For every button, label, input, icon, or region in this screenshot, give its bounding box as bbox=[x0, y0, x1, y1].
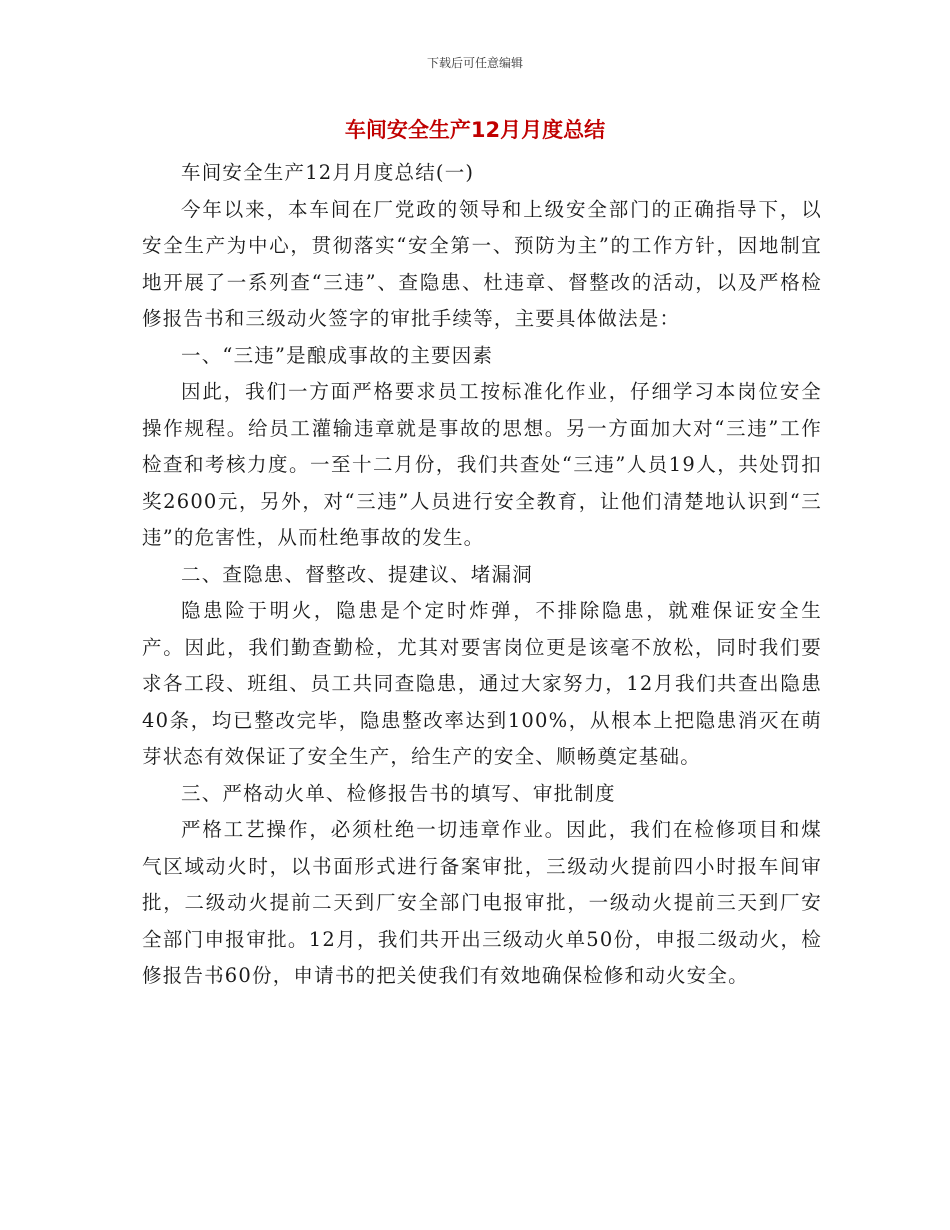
section-1-body: 因此，我们一方面严格要求员工按标准化作业，仔细学习本岗位安全操作规程。给员工灌输违章就是事故的思想。另一方面加大对“三违”工作检查和考核力度。一至十二月份，我们共查处“三违”人员19人，共处罚扣奖2600元，另外，对“三违”人员进行安全教育，让他们清楚地认识到“三违”的危害性，从而杜绝事故的发生。 bbox=[142, 380, 822, 549]
section-1-heading: 一、“三违”是酿成事故的主要因素 bbox=[181, 343, 494, 367]
header-note: 下载后可任意编辑 bbox=[426, 56, 523, 70]
section-3-body: 严格工艺操作，必须杜绝一切违章作业。因此，我们在检修项目和煤气区域动火时，以书面形式进行备案审批，三级动火提前四小时报车间审批，二级动火提前二天到厂安全部门电报审批，一级动火提前三天到厂安全部门申报审批。12月，我们共开出三级动火单50份，申报二级动火，检修报告书60份，申请书的把关使我们有效地确保检修和动火安全。 bbox=[142, 818, 822, 987]
document-title: 车间安全生产12月月度总结 bbox=[344, 118, 606, 142]
section-3-heading: 三、严格动火单、检修报告书的填写、审批制度 bbox=[181, 781, 616, 805]
section-2-body: 隐患险于明火，隐患是个定时炸弹，不排除隐患，就难保证安全生产。因此，我们勤查勤检，尤其对要害岗位更是该毫不放松，同时我们要求各工段、班组、员工共同查隐患，通过大家努力，12月我们共查出隐患40条，均已整改完毕，隐患整改率达到100%，从根本上把隐患消灭在萌芽状态有效保证了安全生产，给生产的安全、顺畅奠定基础。 bbox=[142, 599, 822, 768]
section-2-heading: 二、查隐患、督整改、提建议、堵漏洞 bbox=[181, 562, 533, 586]
document-subtitle: 车间安全生产12月月度总结(一) bbox=[181, 161, 475, 184]
intro-paragraph: 今年以来，本车间在厂党政的领导和上级安全部门的正确指导下，以安全生产为中心，贯彻落实“安全第一、预防为主”的工作方针，因地制宜地开展了一系列查“三违”、查隐患、杜违章、督整改的活动，以及严格检修报告书和三级动火签字的审批手续等，主要具体做法是： bbox=[142, 197, 822, 330]
document-body bbox=[142, 155, 822, 995]
